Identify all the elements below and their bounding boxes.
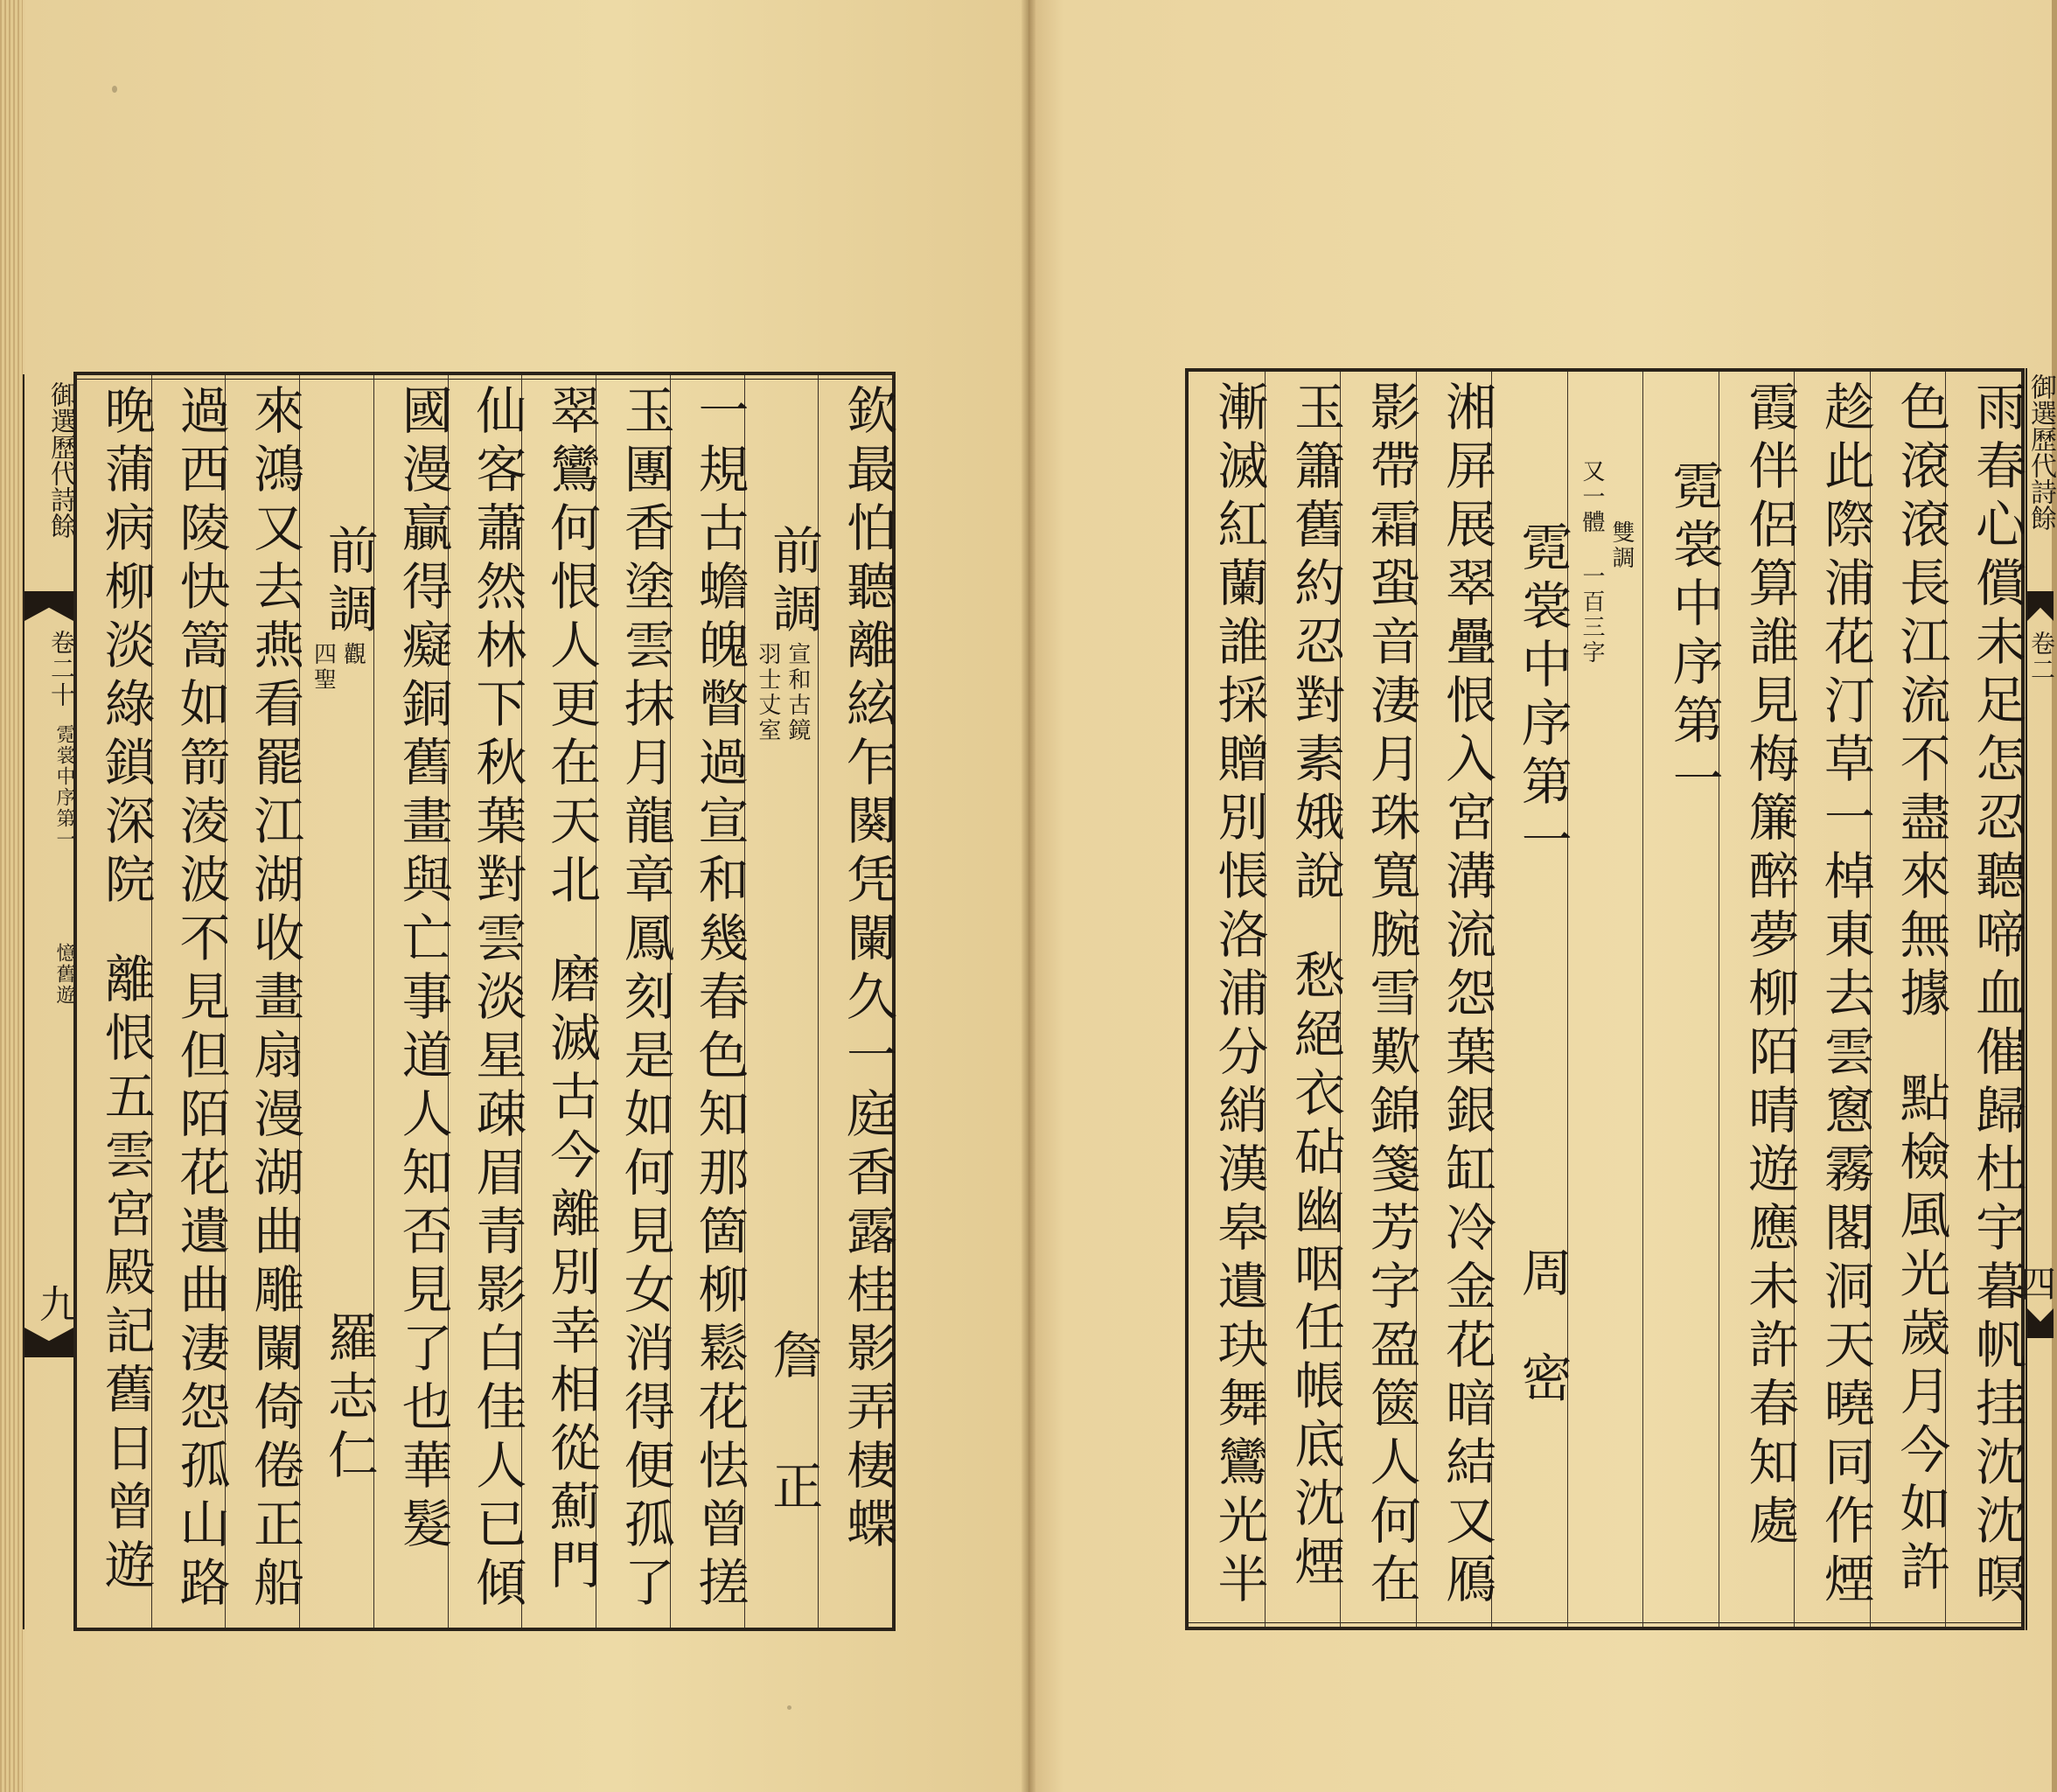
column-text: 磨滅古今離別幸相從薊門 xyxy=(541,952,602,1597)
text-column xyxy=(521,375,602,1628)
right-text-frame xyxy=(1185,368,2025,1630)
column-text: 霓裳中序第一 xyxy=(1663,459,1724,811)
page-edges xyxy=(0,0,23,1792)
banxin-right-page-number: 四 xyxy=(2014,1265,2057,1309)
column-text: 一規古蟾魄瞥過宣和幾春色知那箇柳鬆花怯曾搓 xyxy=(689,384,750,1614)
column-text: 來鴻又去燕看罷江湖收畫扇漫湖曲雕闌倚倦正船 xyxy=(245,384,305,1614)
text-column xyxy=(77,375,156,1628)
column-text: 趁此際浦花汀草一棹東去雲窻霧閣洞天曉同作煙 xyxy=(1815,380,1875,1611)
column-text: 仙客蕭然林下秋葉對雲淡星疎眉青影白佳人已傾 xyxy=(467,384,527,1614)
annotation-text: 一百三字 xyxy=(1578,564,1605,666)
column-text: 前調 xyxy=(318,524,379,641)
book-gutter xyxy=(1022,0,1035,1792)
annotation-text: 觀 xyxy=(339,642,366,667)
column-text: 過西陵快篙如箭淩波不見但陌花遺曲淒怨孤山路 xyxy=(171,384,231,1614)
annotation-text: 宣和古鏡 xyxy=(784,642,811,743)
fishtail-right-upper xyxy=(2027,591,2054,621)
column-text: 前調 xyxy=(764,524,824,641)
text-column xyxy=(1265,372,1346,1627)
text-column xyxy=(744,375,824,1628)
fishtail-right-lower xyxy=(2027,1308,2054,1338)
text-column xyxy=(1870,372,1951,1627)
text-column xyxy=(1642,372,1724,1627)
column-text: 周 xyxy=(1512,1246,1572,1305)
text-column xyxy=(1416,372,1497,1627)
column-text: 詹 xyxy=(764,1328,824,1387)
column-text: 羅志仁 xyxy=(318,1311,379,1487)
column-text: 玉團香塗雲抹月龍章鳳刻是如何見女消得便孤了 xyxy=(615,384,675,1614)
column-text: 正 xyxy=(764,1460,824,1518)
column-text: 色滾滾長江流不盡來無據 xyxy=(1891,380,1951,1025)
column-text: 漸滅紅蘭誰採贈別悵洛浦分綃漢皋遺玦舞鸞光半 xyxy=(1209,380,1269,1611)
text-column xyxy=(1340,372,1421,1627)
banxin-title: 御選歷代詩餘 xyxy=(45,381,76,539)
column-text: 愁絕衣砧幽咽任帳底沈煙 xyxy=(1286,949,1346,1593)
annotation-text: 雙調 xyxy=(1607,520,1635,571)
text-column xyxy=(1719,372,1800,1627)
text-column xyxy=(1794,372,1875,1627)
column-text: 點檢風光歲月今如許 xyxy=(1891,1071,1951,1599)
column-text: 翠鸞何恨人更在天北 xyxy=(541,384,602,911)
column-text: 雨春心償未足怎忍聽啼血催歸杜宇暮帆挂沈沈暝 xyxy=(1966,380,2026,1611)
text-column xyxy=(670,375,750,1628)
banxin-section: 霓裳中序第一 xyxy=(53,724,75,850)
column-text: 晚蒲病柳淡綠鎖深院 xyxy=(95,384,156,911)
right-banxin xyxy=(2014,368,2057,1630)
banxin-right-title: 御選歷代詩餘 xyxy=(2026,373,2056,531)
column-text: 欽最怕聽離絃乍闋凭闌久一庭香露桂影弄棲蝶 xyxy=(837,384,897,1556)
text-column xyxy=(1945,372,2026,1627)
banxin-page-number: 九 xyxy=(32,1284,77,1330)
left-banxin xyxy=(23,374,75,1629)
banxin-right-chapter: 卷二 xyxy=(2027,631,2056,683)
text-column xyxy=(596,375,675,1628)
fishtail-upper xyxy=(24,591,73,621)
column-text: 霓裳中序第一 xyxy=(1512,520,1572,872)
column-text: 離恨五雲宮殿記舊日曾遊 xyxy=(95,952,156,1597)
text-column xyxy=(448,375,527,1628)
annotation-text: 又一體 xyxy=(1578,459,1605,535)
text-column xyxy=(818,375,897,1628)
column-text: 湘屏展翠疊恨入宮溝流怨葉銀缸冷金花暗結又鴈 xyxy=(1437,380,1497,1611)
column-text: 國漫贏得癡銅舊畫與亡事道人知否見了也華髮 xyxy=(393,384,453,1556)
fishtail-lower xyxy=(24,1328,73,1357)
ink-speck xyxy=(787,1705,791,1710)
text-column xyxy=(1567,372,1644,1627)
column-text: 玉簫舊約忍對素娥說 xyxy=(1286,380,1346,908)
banxin-chapter: 卷二十 xyxy=(47,630,76,708)
text-column xyxy=(1189,372,1269,1627)
text-column xyxy=(1491,372,1572,1627)
column-text: 霞伴侶算誰見梅簾醉夢柳陌晴遊應未許春知處 xyxy=(1740,380,1800,1552)
text-column xyxy=(151,375,231,1628)
banxin-subsection: 憶舊遊 xyxy=(53,943,75,1006)
left-text-frame xyxy=(73,372,896,1631)
text-column xyxy=(225,375,305,1628)
text-column xyxy=(373,375,453,1628)
ink-speck xyxy=(112,86,117,93)
column-text: 影帶霜蛩音淒月珠寬腕雪歎錦箋芳字盈篋人何在 xyxy=(1361,380,1421,1611)
column-text: 密 xyxy=(1512,1351,1572,1410)
annotation-text: 四聖 xyxy=(310,642,337,693)
text-column xyxy=(299,375,379,1628)
annotation-text: 羽士丈室 xyxy=(754,642,781,743)
